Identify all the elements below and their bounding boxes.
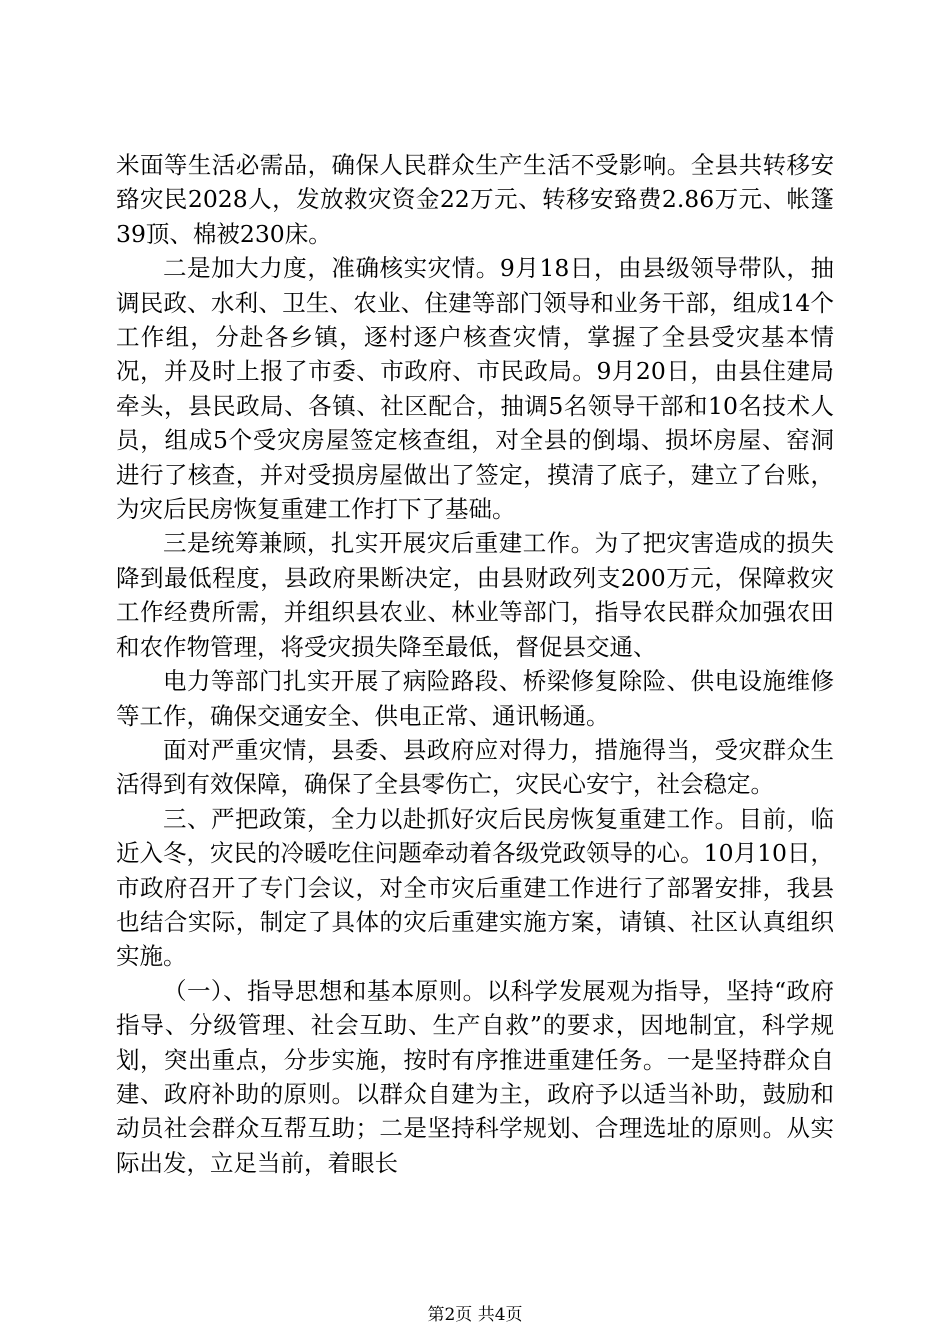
- paragraph-7: （一）、指导思想和基本原则。以科学发展观为指导，坚持“政府指导、分级管理、社会互助、生产自救”的要求，因地制宜，科学规划，突出重点，分步实施，按时有序推进重建任务。一是坚持群众自建、政府补助的原则。以群众自建为主，政府予以适当补助，鼓励和动员社会群众互帮互助；二是坚持科学规划、合理选址的原则。从实际出发，立足当前，着眼长: [116, 976, 834, 1177]
- page-footer: [0, 1304, 950, 1326]
- paragraph-2: 二是加大力度，准确核实灾情。9月18日，由县级领导带队，抽调民政、水利、卫生、农业、住建等部门领导和业务干部，组成14个工作组，分赴各乡镇，逐村逐户核查灾情，掌握了全县受灾基本情况，并及时上报了市委、市政府、市民政局。9月20日，由县住建局牵头，县民政局、各镇、社区配合，抽调5名领导干部和10名技术人员，组成5个受灾房屋签定核查组，对全县的倒塌、损坏房屋、窑洞进行了核查，并对受损房屋做出了签定，摸清了底子，建立了台账，为灾后民房恢复重建工作打下了基础。: [116, 254, 834, 524]
- paragraph-5: 面对严重灾情，县委、县政府应对得力，措施得当，受灾群众生活得到有效保障，确保了全县零伤亡，灾民心安宁，社会稳定。: [116, 735, 834, 799]
- paragraph-4: 电力等部门扎实开展了病险路段、桥梁修复除险、供电设施维修等工作，确保交通安全、供电正常、通讯畅通。: [116, 667, 834, 730]
- paragraph-6: 三、严把政策，全力以赴抓好灾后民房恢复重建工作。目前，临近入冬，灾民的冷暖吃住问题牵动着各级党政领导的心。10月10日，市政府召开了专门会议，对全市灾后重建工作进行了部署安排，我县也结合实际，制定了具体的灾后重建实施方案，请镇、社区认真组织实施。: [116, 804, 834, 971]
- document-body: [116, 148, 834, 1180]
- paragraph-3: 三是统筹兼顾，扎实开展灾后重建工作。为了把灾害造成的损失降到最低程度，县政府果断决定，由县财政列支200万元，保障救灾工作经费所需，并组织县农业、林业等部门，指导农民群众加强农田和农作物管理，将受灾损失降至最低，督促县交通、: [116, 529, 834, 661]
- page-indicator: 第2页 共4页: [427, 1305, 523, 1325]
- paragraph-1: 米面等生活必需品，确保人民群众生产生活不受影响。全县共转移安臵灾民2028人，发放救灾资金22万元、转移安臵费2.86万元、帐篷39顶、棉被230床。: [116, 151, 834, 248]
